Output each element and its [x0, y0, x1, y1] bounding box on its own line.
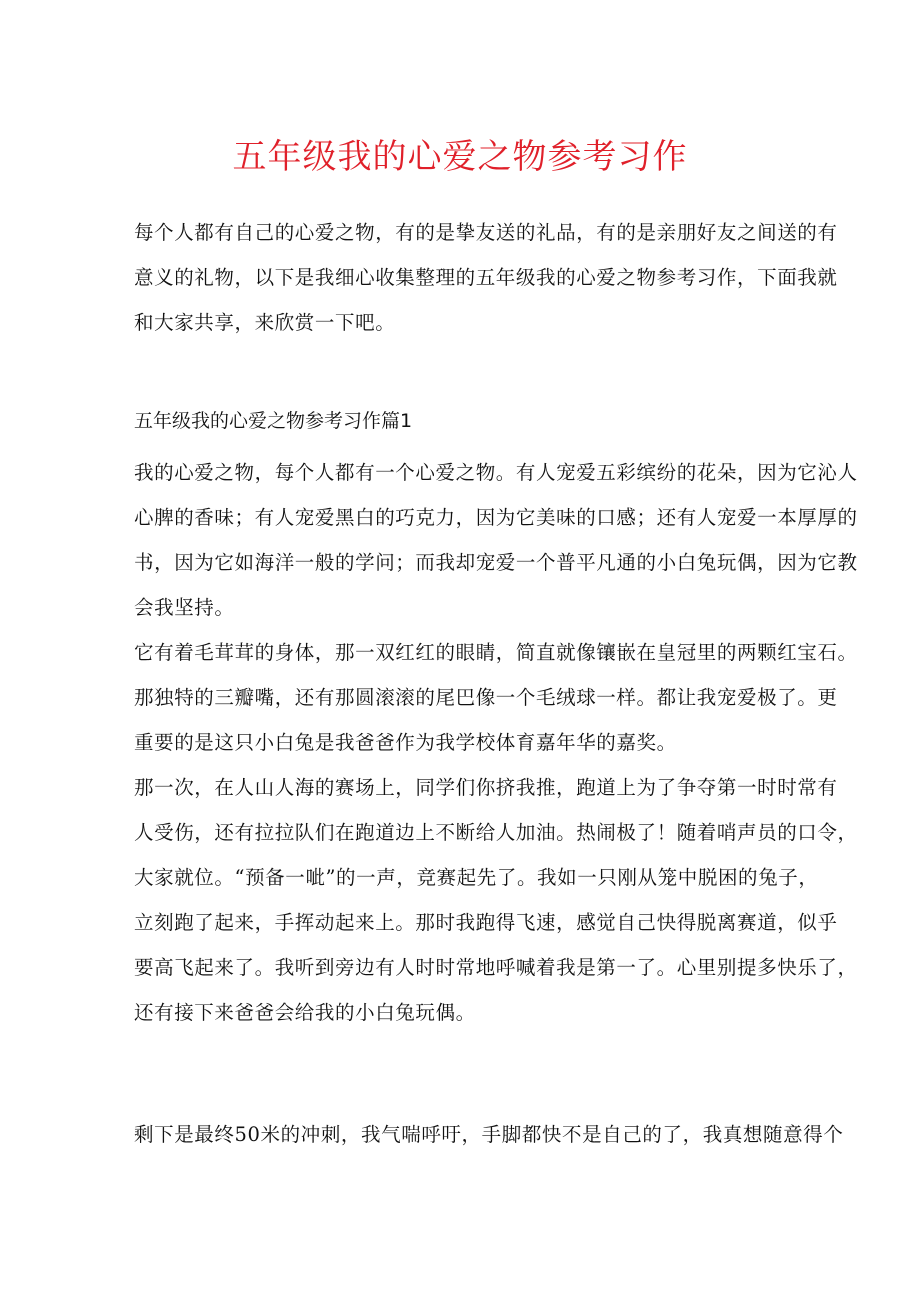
- paragraph-line: 会我坚持。: [134, 596, 235, 619]
- paragraph-line: 重要的是这只小白兔是我爸爸作为我学校体育嘉年华的嘉奖。: [134, 731, 677, 754]
- paragraph-line: 心脾的香味；有人宠爱黑白的巧克力，因为它美味的口感；还有人宠爱一本厚厚的: [134, 506, 858, 529]
- intro-paragraph: [134, 210, 838, 345]
- paragraph-line: 书，因为它如海洋一般的学问；而我却宠爱一个普平凡通的小白兔玩偶，因为它教: [134, 551, 858, 574]
- intro-line: 意义的礼物，以下是我细心收集整理的五年级我的心爱之物参考习作，下面我就: [134, 266, 838, 289]
- paragraph-line: 那一次，在人山人海的赛场上，同学们你挤我推，跑道上为了争夺第一时时常有: [134, 776, 838, 799]
- paragraph-line: 大家就位。“预备一呲”的一声，竞赛起先了。我如一只刚从笼中脱困的兔子，: [134, 866, 819, 889]
- paragraph-line: 剩下是最终50米的冲刺，我气喘呼吁，手脚都快不是自己的了，我真想随意得个: [134, 1123, 844, 1146]
- paragraph-1: [134, 450, 858, 630]
- intro-line: 和大家共享，来欣赏一下吧。: [134, 311, 396, 334]
- paragraph-line: 那独特的三瓣嘴，还有那圆滚滚的尾巴像一个毛绒球一样。都让我宠爱极了。更: [134, 686, 838, 709]
- paragraph-line: 我的心爱之物，每个人都有一个心爱之物。有人宠爱五彩缤纷的花朵，因为它沁人: [134, 461, 858, 484]
- section-heading: 五年级我的心爱之物参考习作篇1: [134, 410, 413, 432]
- paragraph-2: [134, 630, 858, 765]
- intro-line: 每个人都有自己的心爱之物，有的是挚友送的礼品，有的是亲朋好友之间送的有: [134, 221, 838, 244]
- paragraph-3: [134, 765, 858, 1035]
- paragraph-line: 还有接下来爸爸会给我的小白兔玩偶。: [134, 1001, 476, 1024]
- document-title: 五年级我的心爱之物参考习作: [232, 137, 688, 177]
- paragraph-line: 人受伤，还有拉拉队们在跑道边上不断给人加油。热闹极了！随着哨声员的口令，: [134, 821, 858, 844]
- paragraph-line: 要高飞起来了。我听到旁边有人时时常地呼喊着我是第一了。心里别提多快乐了，: [134, 956, 858, 979]
- paragraph-line: 它有着毛茸茸的身体，那一双红红的眼睛，简直就像镶嵌在皇冠里的两颗红宝石。: [134, 641, 858, 664]
- paragraph-line: 立刻跑了起来，手挥动起来上。那时我跑得飞速，感觉自己快得脱离赛道，似乎: [134, 911, 838, 934]
- paragraph-4: [134, 1112, 844, 1157]
